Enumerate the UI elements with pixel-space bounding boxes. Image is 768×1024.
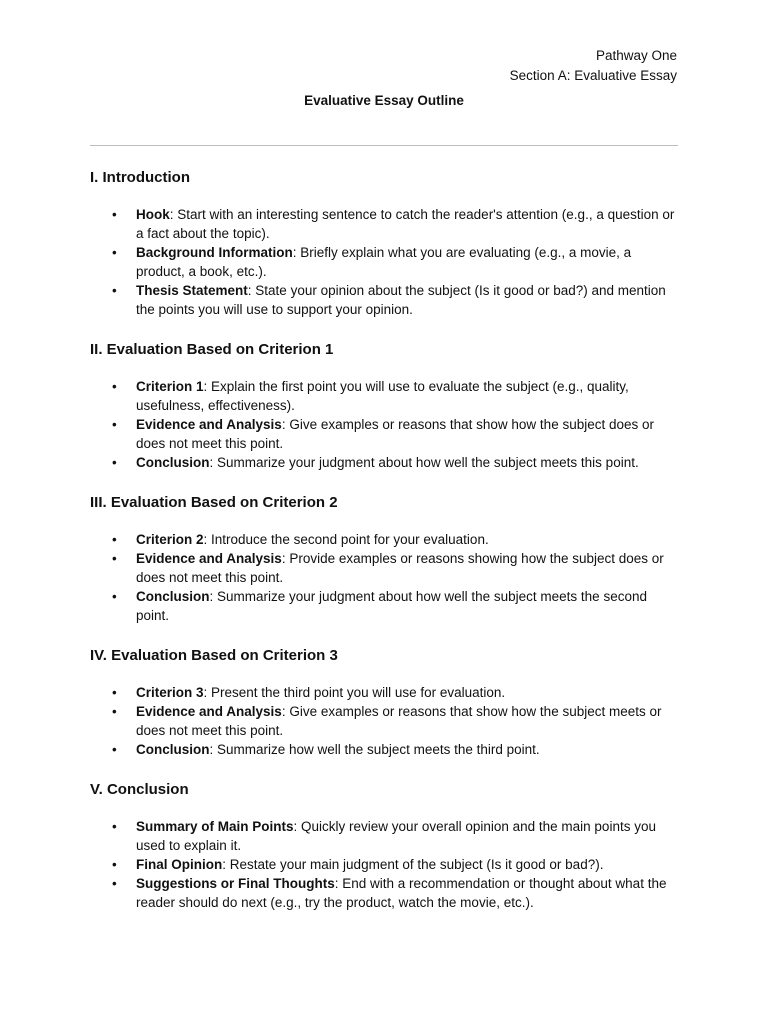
list-item	[90, 453, 680, 472]
bullet-icon: •	[112, 455, 117, 470]
item-text: : Restate your main judgment of the subject (Is it good or bad?).	[222, 857, 604, 872]
bullet-icon: •	[112, 685, 117, 700]
bullet-icon: •	[112, 417, 117, 432]
item-text: : Give examples or reasons that show how the subject meets or does not meet this point.	[136, 704, 662, 738]
item-term: Conclusion	[136, 455, 210, 470]
bullet-icon: •	[112, 283, 117, 298]
item-text: : Briefly explain what you are evaluating (e.g., a movie, a product, a book, etc.).	[136, 245, 632, 279]
section-introduction	[90, 167, 680, 319]
item-term: Criterion 3	[136, 685, 204, 700]
item-text: : Quickly review your overall opinion and the main points you used to explain it.	[136, 819, 656, 853]
document-header	[510, 46, 677, 85]
item-term: Final Opinion	[136, 857, 223, 872]
bullet-icon: •	[112, 876, 117, 891]
list-item	[90, 702, 680, 740]
bullet-icon: •	[112, 532, 117, 547]
item-term: Evidence and Analysis	[136, 704, 282, 719]
bullet-list	[90, 817, 680, 912]
list-item	[90, 855, 680, 874]
list-item	[90, 683, 680, 702]
item-text: : End with a recommendation or thought about what the reader should do next (e.g., try the product, watch the movie, etc.).	[136, 876, 667, 910]
item-term: Thesis Statement	[136, 283, 248, 298]
section-conclusion	[90, 779, 680, 912]
bullet-icon: •	[112, 704, 117, 719]
item-term: Conclusion	[136, 589, 210, 604]
bullet-icon: •	[112, 742, 117, 757]
item-term: Hook	[136, 207, 170, 222]
item-term: Evidence and Analysis	[136, 551, 282, 566]
bullet-icon: •	[112, 207, 117, 222]
section-heading: V. Conclusion	[90, 781, 189, 798]
list-item	[90, 377, 680, 415]
item-text: : Present the third point you will use for evaluation.	[203, 685, 506, 700]
bullet-list	[90, 530, 680, 625]
section-heading: I. Introduction	[90, 169, 190, 186]
bullet-icon: •	[112, 379, 117, 394]
bullet-icon: •	[112, 857, 117, 872]
list-item	[90, 530, 680, 549]
item-text: : Give examples or reasons that show how the subject does or does not meet this point.	[136, 417, 655, 451]
bullet-icon: •	[112, 589, 117, 604]
item-term: Evidence and Analysis	[136, 417, 282, 432]
bullet-list	[90, 377, 680, 472]
list-item	[90, 281, 680, 319]
section-criterion-1	[90, 339, 680, 472]
list-item	[90, 587, 680, 625]
list-item	[90, 205, 680, 243]
bullet-icon: •	[112, 819, 117, 834]
section-heading: IV. Evaluation Based on Criterion 3	[90, 647, 338, 664]
item-text: : Summarize your judgment about how well the subject meets this point.	[209, 455, 639, 470]
item-term: Summary of Main Points	[136, 819, 294, 834]
header-pathway: Pathway One	[595, 48, 677, 63]
bullet-icon: •	[112, 245, 117, 260]
item-term: Background Information	[136, 245, 293, 260]
list-item	[90, 817, 680, 855]
item-term: Conclusion	[136, 742, 210, 757]
section-criterion-3	[90, 645, 680, 759]
page-title: Evaluative Essay Outline	[304, 93, 464, 108]
bullet-list	[90, 205, 680, 319]
item-term: Criterion 2	[136, 532, 204, 547]
outline-content	[90, 167, 680, 932]
section-heading: II. Evaluation Based on Criterion 1	[90, 341, 334, 358]
header-section: Section A: Evaluative Essay	[509, 67, 677, 83]
section-criterion-2	[90, 492, 680, 625]
section-heading: III. Evaluation Based on Criterion 2	[90, 494, 338, 511]
item-term: Suggestions or Final Thoughts	[136, 876, 335, 891]
horizontal-divider	[90, 145, 678, 146]
bullet-list	[90, 683, 680, 759]
list-item	[90, 243, 680, 281]
item-text: : Explain the first point you will use to evaluate the subject (e.g., quality, usefulness, effectiveness).	[136, 379, 629, 413]
item-term: Criterion 1	[136, 379, 204, 394]
item-text: : Introduce the second point for your evaluation.	[203, 532, 489, 547]
item-text: : Summarize how well the subject meets the third point.	[209, 742, 540, 757]
list-item	[90, 740, 680, 759]
list-item	[90, 415, 680, 453]
list-item	[90, 549, 680, 587]
item-text: : State your opinion about the subject (Is it good or bad?) and mention the points you will use to support your opinion.	[136, 283, 666, 317]
item-text: : Provide examples or reasons showing how the subject does or does not meet this point.	[136, 551, 664, 585]
item-text: : Start with an interesting sentence to catch the reader's attention (e.g., a question or a fact about the topic).	[136, 207, 675, 241]
list-item	[90, 874, 680, 912]
item-text: : Summarize your judgment about how well the subject meets the second point.	[136, 589, 647, 623]
bullet-icon: •	[112, 551, 117, 566]
